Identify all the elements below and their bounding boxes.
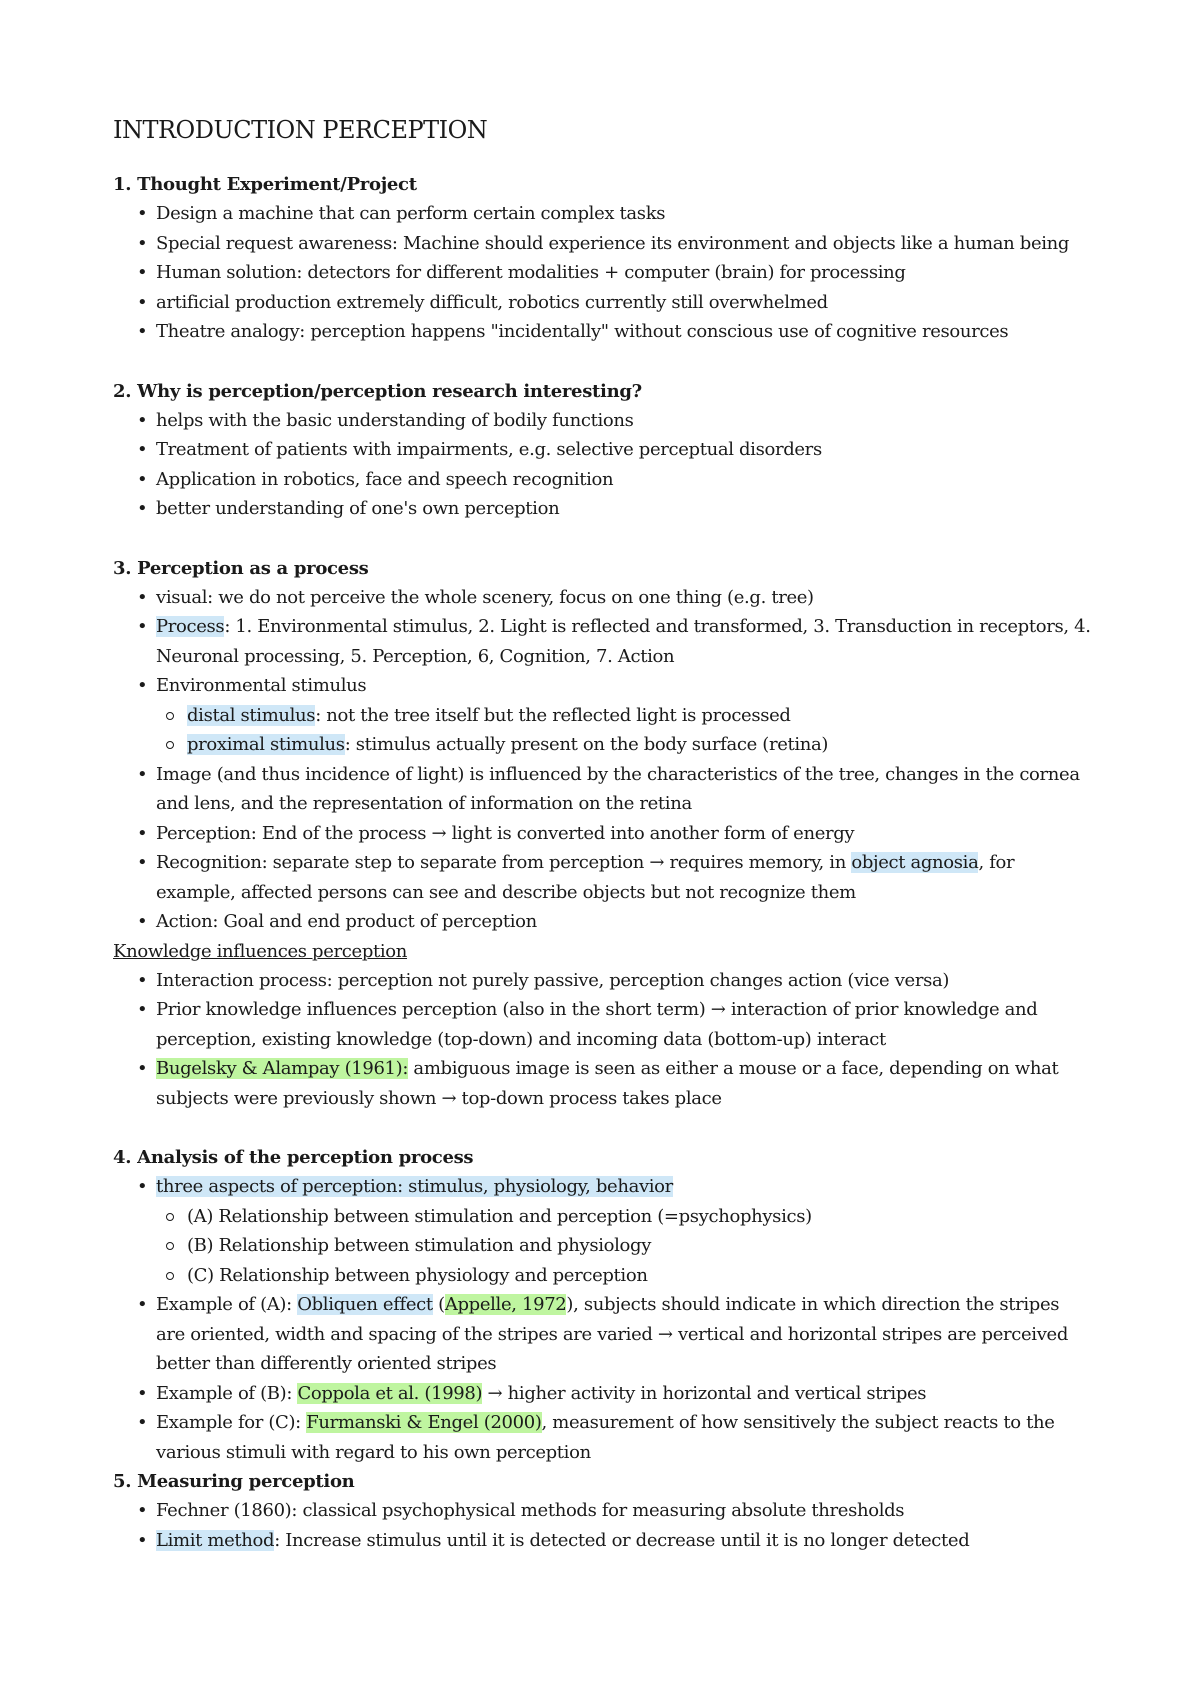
- highlight-citation: Bugelsky & Alampay (1961):: [156, 1058, 409, 1079]
- list-item: • helps with the basic understanding of bodily functions: [113, 406, 1093, 436]
- list-item: [113, 848, 1093, 907]
- item-text: Example for (C):: [156, 1412, 307, 1433]
- section-2-list: [113, 406, 1093, 524]
- highlight-term: three aspects of perception: stimulus, physiology, behavior: [156, 1176, 673, 1197]
- item-text: , measurement of how sensitively the subject reacts to the various stimuli with regard to his own perception: [156, 1412, 1055, 1463]
- list-item: • Interaction process: perception not purely passive, perception changes action (vice versa): [113, 966, 1093, 996]
- subheading-knowledge: Knowledge influences perception: [113, 940, 408, 962]
- item-text: → higher activity in horizontal and vertical stripes: [482, 1382, 927, 1404]
- list-item: • Design a machine that can perform certain complex tasks: [113, 199, 1093, 229]
- list-item: • artificial production extremely difficult, robotics currently still overwhelmed: [113, 288, 1093, 318]
- list-item: • Action: Goal and end product of perception: [113, 907, 1093, 937]
- sub-list-item: [156, 730, 1093, 760]
- list-item: • Image (and thus incidence of light) is influenced by the characteristics of the tree, changes in the cornea and lens, and the representation of information on the retina: [113, 760, 1093, 819]
- list-item: • Application in robotics, face and speech recognition: [113, 465, 1093, 495]
- sub-list: [156, 701, 1093, 760]
- document: [113, 116, 1093, 1555]
- section-4-list: [113, 1172, 1093, 1467]
- list-item: • Perception: End of the process → light is converted into another form of energy: [113, 819, 1093, 849]
- list-item: • Human solution: detectors for different modalities + computer (brain) for processing: [113, 258, 1093, 288]
- list-item: [113, 612, 1093, 671]
- sub-list-item: [156, 701, 1093, 731]
- item-text: ambiguous image is seen as either a mouse or a face, depending on what subjects were previously shown → top-down process takes place: [156, 1058, 1059, 1109]
- list-item: • Prior knowledge influences perception (also in the short term) → interaction of prior knowledge and perception, existing knowledge (top-down) and incoming data (bottom-up) interact: [113, 995, 1093, 1054]
- list-item: [113, 1379, 1093, 1409]
- section-2-heading: 2. Why is perception/perception research interesting?: [113, 380, 642, 402]
- list-item: • visual: we do not perceive the whole scenery, focus on one thing (e.g. tree): [113, 583, 1093, 613]
- section-1-list: [113, 199, 1093, 347]
- document-title: INTRODUCTION PERCEPTION: [113, 116, 488, 144]
- highlight-citation: Furmanski & Engel (2000): [306, 1412, 542, 1433]
- list-item: [113, 671, 1093, 760]
- list-item: • Treatment of patients with impairments, e.g. selective perceptual disorders: [113, 435, 1093, 465]
- sub-list-item: (B) Relationship between stimulation and physiology: [156, 1231, 1093, 1261]
- highlight-citation: Appelle, 1972: [444, 1294, 567, 1315]
- highlight-term: Limit method: [156, 1529, 275, 1551]
- section-3-list: [113, 583, 1093, 937]
- section-5-list: [113, 1496, 1093, 1555]
- list-item: [113, 1408, 1093, 1467]
- highlight-citation: Coppola et al. (1998): [297, 1382, 483, 1404]
- item-text: Example of (A):: [156, 1294, 298, 1315]
- section-5-heading: 5. Measuring perception: [113, 1471, 355, 1492]
- list-item: [113, 1290, 1093, 1379]
- item-text: Example of (B):: [156, 1382, 298, 1404]
- highlight-term: proximal stimulus: [187, 734, 345, 755]
- list-item: [113, 1054, 1093, 1113]
- highlight-term: Obliquen effect: [297, 1294, 433, 1315]
- list-item: • Fechner (1860): classical psychophysical methods for measuring absolute thresholds: [113, 1496, 1093, 1526]
- sub-list-item: (A) Relationship between stimulation and perception (=psychophysics): [156, 1202, 1093, 1232]
- item-text: Recognition: separate step to separate from perception → requires memory, in: [156, 852, 852, 873]
- section-1-heading: 1. Thought Experiment/Project: [113, 174, 417, 195]
- item-text: : 1. Environmental stimulus, 2. Light is reflected and transformed, 3. Transduction in receptors, 4. Neuronal processing, 5. Perception, 6, Cognition, 7. Action: [156, 616, 1091, 667]
- knowledge-list: [113, 966, 1093, 1114]
- highlight-term: Process: [156, 616, 225, 637]
- section-4-heading: 4. Analysis of the perception process: [113, 1147, 474, 1168]
- list-item: • better understanding of one's own perception: [113, 494, 1093, 524]
- list-item: • Theatre analogy: perception happens "incidentally" without conscious use of cognitive resources: [113, 317, 1093, 347]
- highlight-term: distal stimulus: [187, 704, 316, 726]
- item-text: (: [432, 1294, 445, 1315]
- item-text: : stimulus actually present on the body surface (retina): [344, 734, 829, 755]
- item-text: ), subjects should indicate in which direction the stripes are oriented, width and spacing of the stripes are varied → vertical and horizontal stripes are perceived better than differently oriented stripes: [156, 1294, 1068, 1374]
- list-item: [113, 1172, 1093, 1290]
- item-text: , for example, affected persons can see and describe objects but not recognize them: [156, 852, 1015, 903]
- highlight-term: object agnosia: [851, 852, 979, 873]
- sub-list-item: (C) Relationship between physiology and perception: [156, 1261, 1093, 1291]
- item-text: : Increase stimulus until it is detected or decrease until it is no longer detected: [274, 1529, 970, 1551]
- item-text: Environmental stimulus: [156, 675, 367, 696]
- section-3-heading: 3. Perception as a process: [113, 557, 369, 579]
- sub-list: [156, 1202, 1093, 1291]
- item-text: : not the tree itself but the reflected light is processed: [315, 704, 791, 726]
- list-item: • Special request awareness: Machine should experience its environment and objects like a human being: [113, 229, 1093, 259]
- list-item: [113, 1526, 1093, 1556]
